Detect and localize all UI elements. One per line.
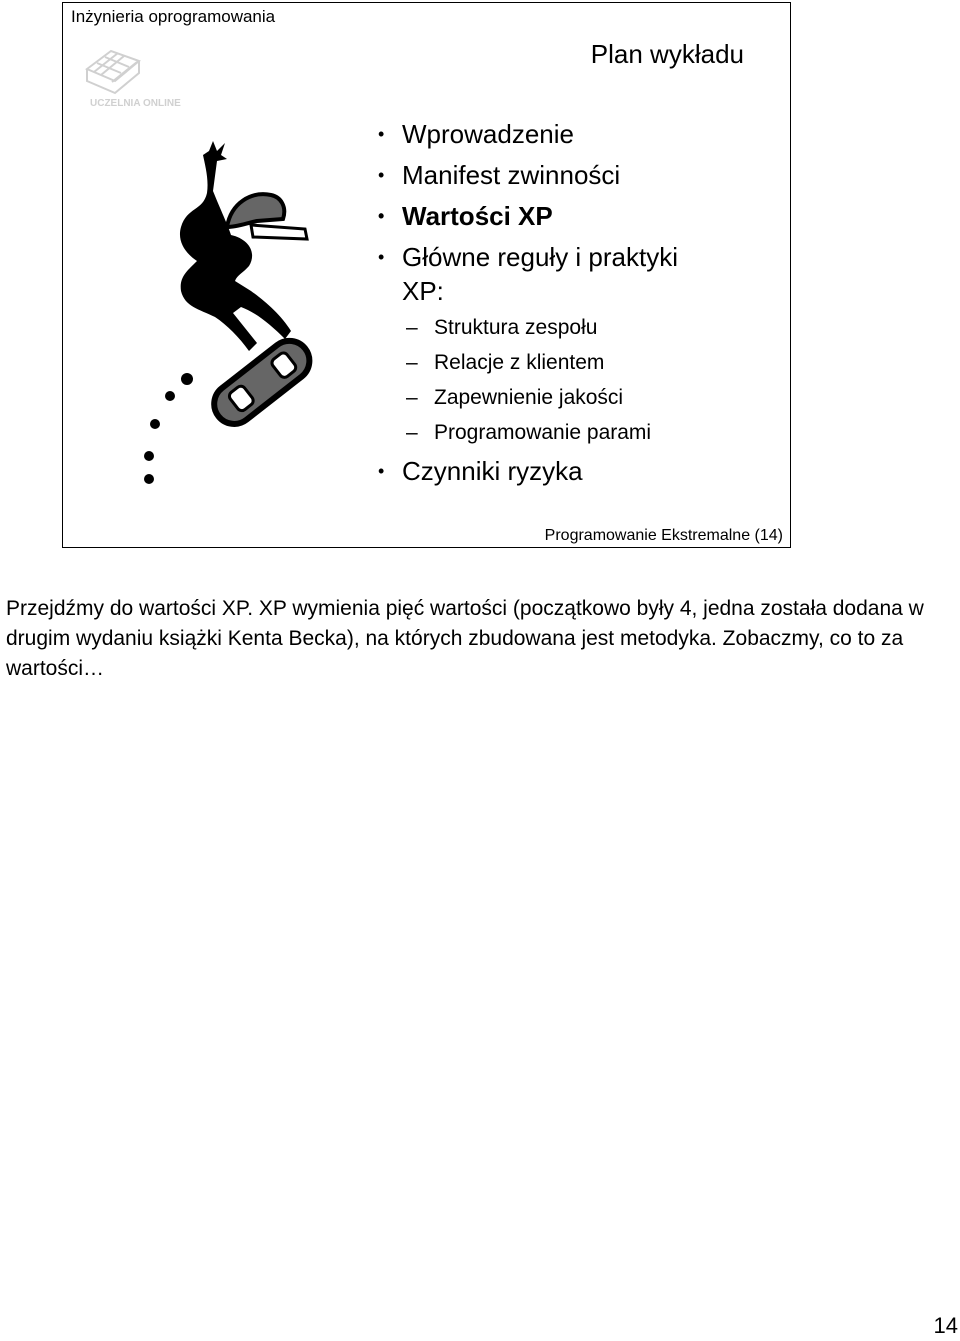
- agenda-item-main-rules: [378, 241, 678, 273]
- bullet-icon: •: [378, 461, 385, 481]
- agenda-subitem-label: Struktura zespołu: [434, 316, 598, 339]
- agenda: [63, 3, 790, 547]
- bullet-icon: •: [378, 206, 385, 226]
- agenda-item-label: Wprowadzenie: [402, 119, 574, 149]
- agenda-item-main-rules-continued: [402, 275, 444, 307]
- bullet-icon: •: [378, 165, 385, 185]
- agenda-item-introduction: [378, 118, 574, 150]
- agenda-subitem-pair-programming: [406, 419, 652, 447]
- agenda-item-label: Czynniki ryzyka: [402, 456, 583, 486]
- agenda-item-manifesto: [378, 159, 621, 191]
- agenda-item-label: Wartości XP: [402, 201, 553, 231]
- dash-icon: –: [406, 316, 418, 339]
- dash-icon: –: [406, 421, 418, 444]
- agenda-subitem-client-relations: [406, 349, 605, 377]
- bullet-icon: •: [378, 124, 385, 144]
- agenda-item-risks: [378, 455, 583, 487]
- agenda-subitem-label: Relacje z klientem: [434, 351, 605, 374]
- agenda-subitem-label: Programowanie parami: [434, 421, 652, 444]
- dash-icon: –: [406, 386, 418, 409]
- agenda-item-label: XP:: [402, 276, 444, 306]
- agenda-subitem-team-structure: [406, 314, 598, 342]
- slide-title: Plan wykładu: [590, 39, 744, 69]
- agenda-subitem-label: Zapewnienie jakości: [434, 386, 624, 409]
- course-title: Inżynieria oprogramowania: [71, 7, 276, 26]
- slide: [62, 2, 791, 548]
- bullet-icon: •: [378, 247, 385, 267]
- page-number: 14: [933, 1313, 958, 1338]
- agenda-item-label: Manifest zwinności: [402, 160, 621, 190]
- agenda-subitem-quality: [406, 384, 624, 412]
- agenda-item-label: Główne reguły i praktyki: [402, 242, 678, 272]
- logo-text: UCZELNIA ONLINE: [90, 98, 181, 109]
- agenda-item-xp-values: [378, 200, 553, 232]
- lecture-notes: Przejdźmy do wartości XP. XP wymienia pięć wartości (początkowo były 4, jedna została dodana w drugim wydaniu książki Kenta Becka), na których zbudowana jest metodyka. Zobaczmy, co to za wartości…: [6, 597, 924, 680]
- dash-icon: –: [406, 351, 418, 374]
- slide-footer: Programowanie Ekstremalne (14): [544, 527, 783, 544]
